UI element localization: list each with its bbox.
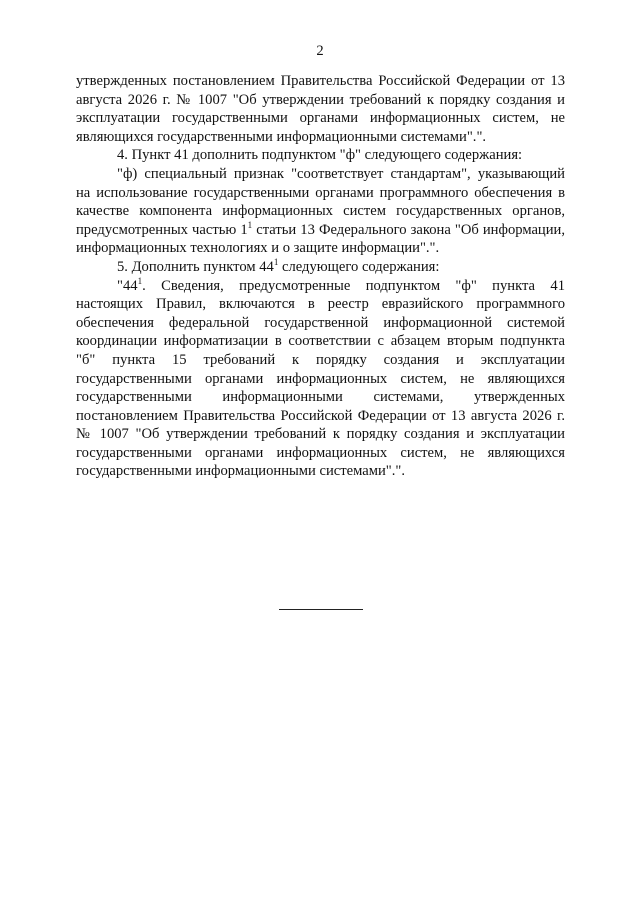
closing-rule	[279, 609, 363, 610]
paragraph-text: 5. Дополнить пунктом 44	[117, 258, 274, 275]
document-body	[76, 72, 565, 481]
paragraph-item-4: 4. Пункт 41 дополнить подпунктом "ф" следующего содержания:	[117, 147, 523, 164]
paragraph-text: следующего содержания:	[278, 258, 440, 275]
paragraph-item-5	[76, 258, 565, 277]
paragraph-text: статьи 13 Федерального закона "Об информации, информационных технологиях и о защите информации".".	[76, 221, 566, 257]
paragraph-subitem-f	[76, 165, 565, 258]
superscript: 1	[247, 219, 253, 230]
page-number: 2	[316, 43, 324, 59]
paragraph-text: . Сведения, предусмотренные подпунктом "ф" пункта 41 настоящих Правил, включаются в реестр евразийского программного обеспечения федеральной государственной информационной системой координации информатизации в соответствии с абзацем вторым подпункта "б" пункта 15 требований к порядку создания и эксплуатации государственными органами информационных систем, не являющихся государственными информационными системами, утвержденных постановлением Правительства Российской Федерации от 13 августа 2026 г. № 1007 "Об утверждении требований к порядку создания и эксплуатации государственными органами информационных систем, не являющихся государственными информационными системами".".	[76, 277, 565, 480]
paragraph-item-44-1	[76, 277, 565, 482]
paragraph-continuation: утвержденных постановлением Правительства Российской Федерации от 13 августа 2026 г. № 1007 "Об утверждении требований к порядку создания и эксплуатации государственными органами информационных систем, не являющихся государственными информационными системами".".	[76, 73, 565, 145]
superscript: 1	[273, 257, 279, 268]
paragraph-text: "ф) специальный признак "соответствует стандартам", указывающий на использование государственными органами программного обеспечения в качестве компонента информационных систем государственных органов, предусмотренных частью 1	[76, 165, 565, 238]
superscript: 1	[137, 275, 143, 286]
paragraph-text: "44	[117, 277, 138, 294]
